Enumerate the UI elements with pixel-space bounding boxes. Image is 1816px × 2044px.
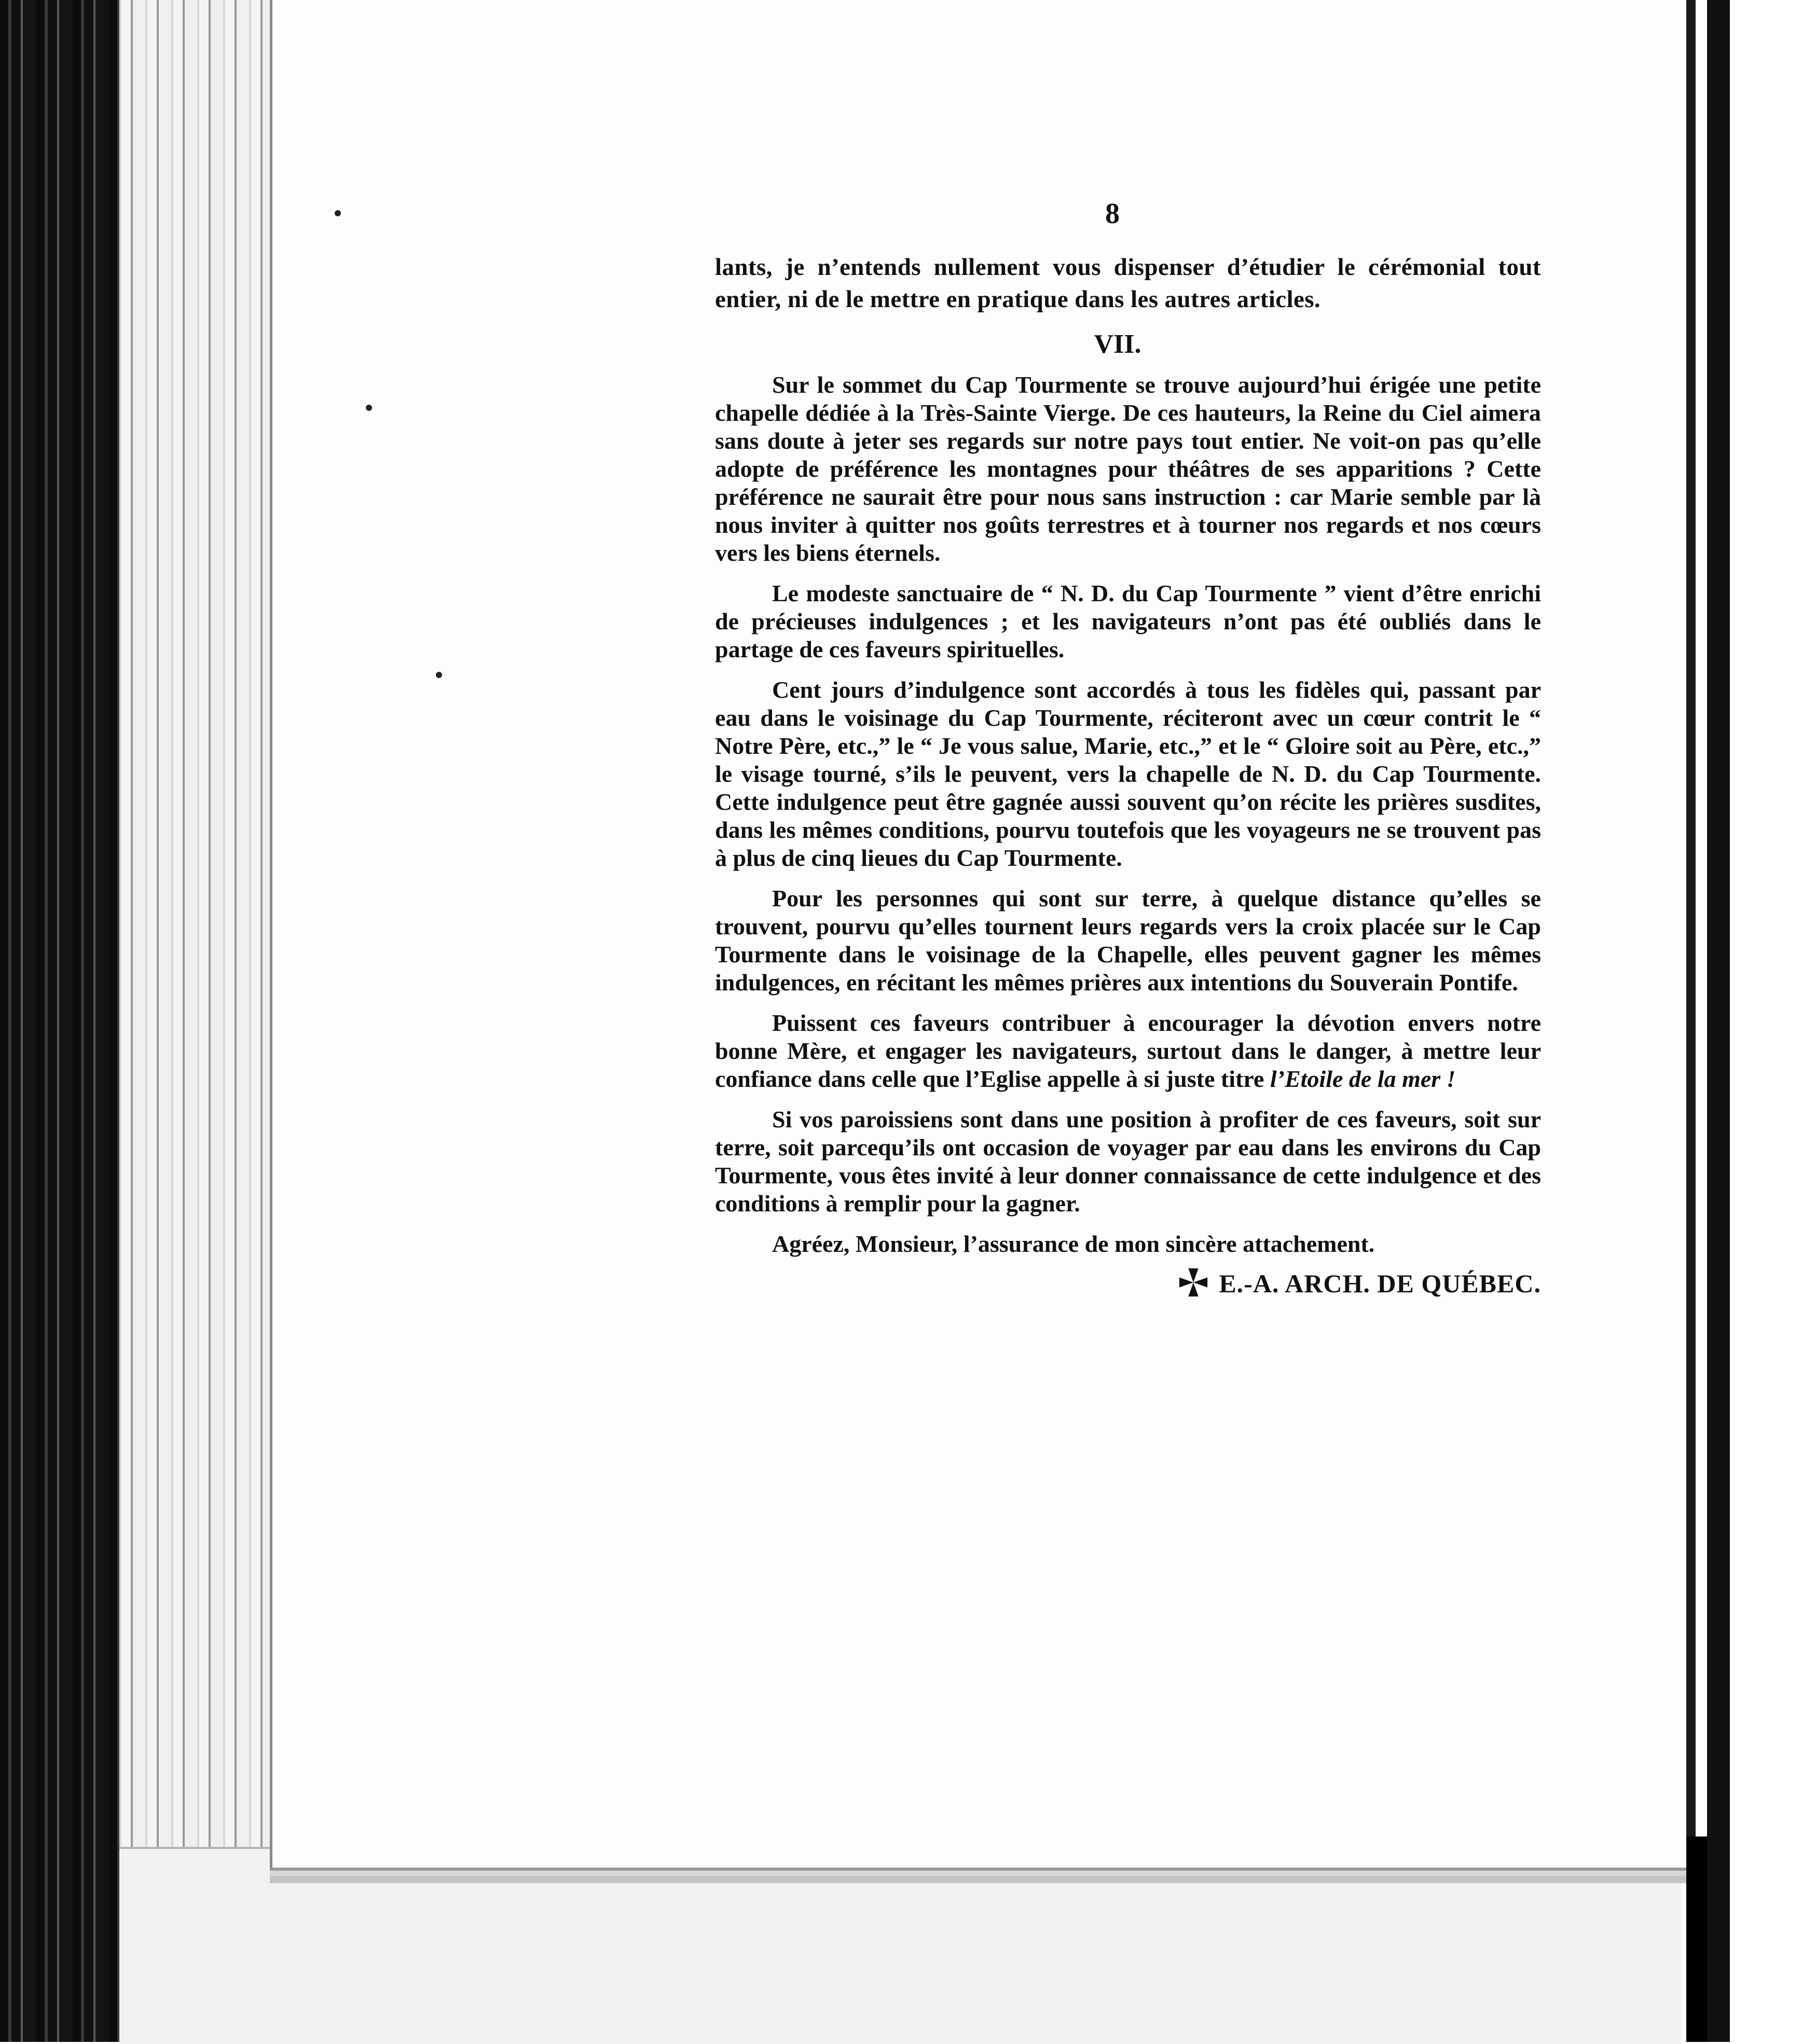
scan-edge-bar [1686,1836,1707,2042]
paragraph [715,1009,1541,1093]
lead-paragraph: lants, je n’entends nullement vous dispenser d’étudier le cérémonial tout entier, ni de le mettre en pratique dans les autres articles. [715,254,1541,313]
italic-phrase: l’Etoile de la mer ! [1270,1066,1456,1092]
scan-speck [366,405,372,411]
paragraph: Si vos paroissiens sont dans une position à profiter de ces faveurs, soit sur terre, soit parcequ’ils ont occasion de voyager par eau dans les environs du Cap Tourmente, vous êtes invité à leur donner connaissance de cette indulgence et des conditions à remplir pour la gagner. [715,1106,1541,1217]
cross-pattee-icon [1178,1267,1208,1297]
scan-edge-bar [1686,0,1696,1836]
scan-speck [436,672,442,678]
signature-text: E.-A. ARCH. DE QUÉBEC. [1219,1269,1541,1298]
paragraph: Cent jours d’indulgence sont accordés à tous les fidèles qui, passant par eau dans le voisinage du Cap Tourmente, réciteront avec un cœur contrit le “ Notre Père, etc.,” le “ Je vous salue, Marie, etc.,” et le “ Gloire soit au Père, etc.,” le visage tourné, s’ils le peuvent, vers la chapelle de N. D. du Cap Tourmente. Cette indulgence peut être gagnée aussi souvent qu’on récite les prières susdites, dans les mêmes conditions, pourvu toutefois que les voyageurs ne se trouvent pas à plus de cinq lieues du Cap Tourmente. [715,676,1541,871]
paragraph: Le modeste sanctuaire de “ N. D. du Cap Tourmente ” vient d’être enrichi de précieuses indulgences ; et les navigateurs n’ont pas été oubliés dans le partage de ces faveurs spirituelles. [715,580,1541,662]
section-heading: VII. [1094,329,1141,359]
book-binding [0,0,119,2042]
scan-edge-bar [1707,0,1730,2042]
page-text-block [715,197,1541,1299]
signature [715,1267,1541,1299]
page-stack-bottom [119,1847,1681,2044]
page-edges [119,0,280,2042]
page-number: 8 [1105,198,1120,230]
paragraph-text: Puissent ces faveurs contribuer à encourager la dévotion envers notre bonne Mère, et engager les navigateurs, surtout dans le danger, à mettre leur confiance dans celle que l’Eglise appelle à si juste titre [715,1010,1541,1092]
paragraph: Pour les personnes qui sont sur terre, à quelque distance qu’elles se trouvent, pourvu qu’elles tournent leurs regards vers la croix placée sur le Cap Tourmente dans le voisinage de la Chapelle, elles peuvent gagner les mêmes indulgences, en récitant les mêmes prières aux intentions du Souverain Pontife. [715,885,1541,996]
scan-right-edge [1686,0,1816,2042]
paragraph: Sur le sommet du Cap Tourmente se trouve aujourd’hui érigée une petite chapelle dédiée à la Très-Sainte Vierge. De ces hauteurs, la Reine du Ciel aimera sans doute à jeter ses regards sur notre pays tout entier. Ne voit-on pas qu’elle adopte de préférence les montagnes pour théâtres de ses apparitions ? Cette préférence ne saurait être pour nous sans instruction : car Marie semble par là nous inviter à quitter nos goûts terrestres et à tourner nos regards et nos cœurs vers les biens éternels. [715,371,1541,566]
closing-line: Agréez, Monsieur, l’assurance de mon sincère attachement. [772,1231,1375,1257]
scan-speck [335,210,341,216]
